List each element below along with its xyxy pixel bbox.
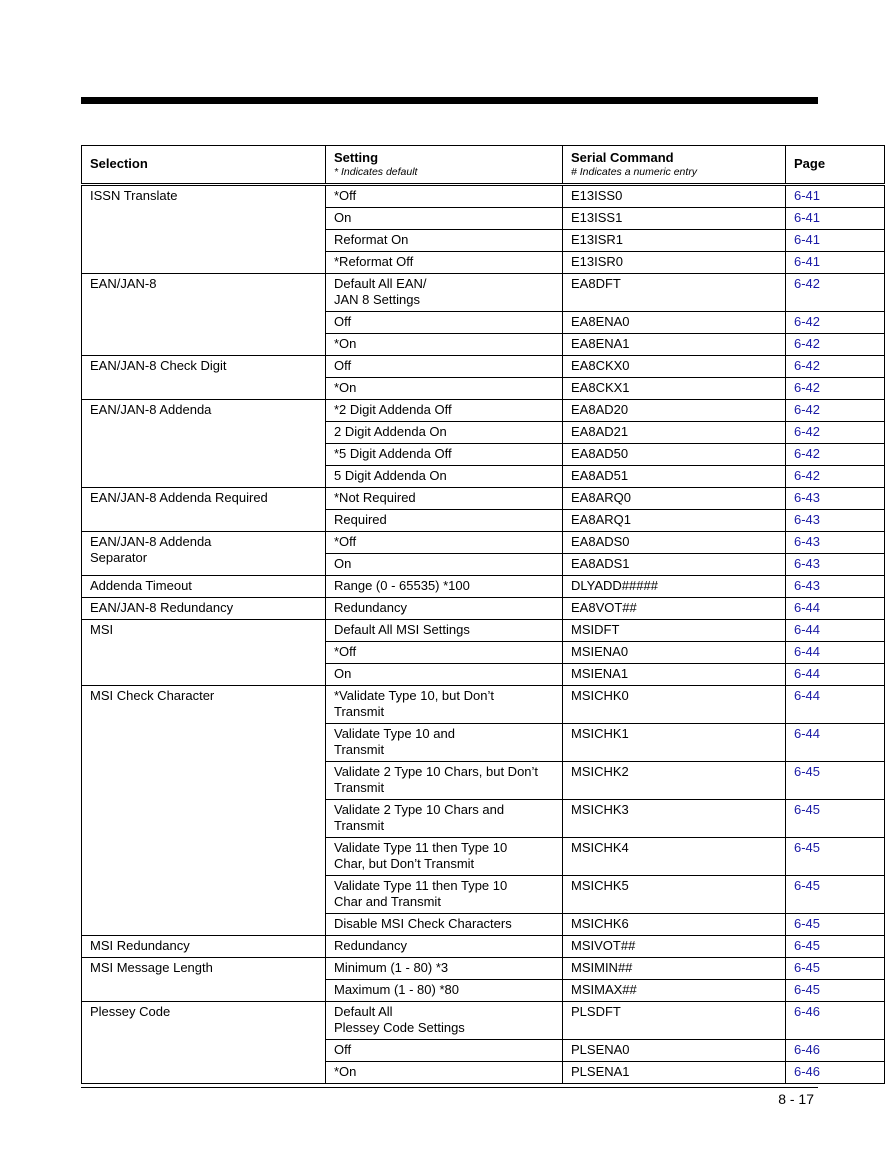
setting-cell: Off bbox=[326, 312, 563, 334]
header-setting bbox=[326, 146, 563, 185]
setting-cell: Validate Type 11 then Type 10 Char, but Don’t Transmit bbox=[326, 838, 563, 876]
page-link[interactable]: 6-44 bbox=[786, 724, 885, 762]
page-link[interactable]: 6-41 bbox=[786, 185, 885, 208]
selection-cell: MSI bbox=[82, 620, 326, 686]
page-link[interactable]: 6-42 bbox=[786, 274, 885, 312]
setting-cell: *Off bbox=[326, 642, 563, 664]
setting-cell: Maximum (1 - 80) *80 bbox=[326, 980, 563, 1002]
serial-command-cell: EA8AD50 bbox=[563, 444, 786, 466]
setting-cell: Off bbox=[326, 356, 563, 378]
table-row bbox=[82, 274, 885, 312]
setting-cell: Minimum (1 - 80) *3 bbox=[326, 958, 563, 980]
table-row bbox=[82, 356, 885, 378]
table-row bbox=[82, 576, 885, 598]
selection-cell: ISSN Translate bbox=[82, 185, 326, 274]
setting-cell: Validate Type 11 then Type 10 Char and Transmit bbox=[326, 876, 563, 914]
serial-command-cell: EA8ADS0 bbox=[563, 532, 786, 554]
selection-cell: EAN/JAN-8 Addenda bbox=[82, 400, 326, 488]
setting-cell: Validate Type 10 and Transmit bbox=[326, 724, 563, 762]
table-row bbox=[82, 488, 885, 510]
table-row bbox=[82, 936, 885, 958]
table-row bbox=[82, 686, 885, 724]
page-link[interactable]: 6-43 bbox=[786, 532, 885, 554]
serial-command-cell: E13ISR0 bbox=[563, 252, 786, 274]
page-link[interactable]: 6-43 bbox=[786, 510, 885, 532]
page-link[interactable]: 6-46 bbox=[786, 1002, 885, 1040]
selection-cell: MSI Check Character bbox=[82, 686, 326, 936]
serial-command-cell: E13ISS0 bbox=[563, 185, 786, 208]
footer-rule bbox=[81, 1087, 818, 1088]
setting-cell: 5 Digit Addenda On bbox=[326, 466, 563, 488]
serial-command-cell: DLYADD##### bbox=[563, 576, 786, 598]
page-link[interactable]: 6-42 bbox=[786, 334, 885, 356]
page-link[interactable]: 6-41 bbox=[786, 230, 885, 252]
page-link[interactable]: 6-42 bbox=[786, 378, 885, 400]
header-setting-note: * Indicates default bbox=[334, 166, 418, 178]
setting-cell: *Validate Type 10, but Don’t Transmit bbox=[326, 686, 563, 724]
page-link[interactable]: 6-44 bbox=[786, 664, 885, 686]
header-serial-label: Serial Command bbox=[571, 150, 674, 165]
serial-command-cell: MSICHK0 bbox=[563, 686, 786, 724]
serial-command-cell: E13ISR1 bbox=[563, 230, 786, 252]
page-link[interactable]: 6-42 bbox=[786, 312, 885, 334]
setting-cell: Redundancy bbox=[326, 598, 563, 620]
setting-cell: Redundancy bbox=[326, 936, 563, 958]
serial-command-cell: MSIMAX## bbox=[563, 980, 786, 1002]
page-link[interactable]: 6-43 bbox=[786, 488, 885, 510]
selection-cell: Plessey Code bbox=[82, 1002, 326, 1084]
selection-cell: Addenda Timeout bbox=[82, 576, 326, 598]
serial-command-cell: EA8CKX0 bbox=[563, 356, 786, 378]
header-setting-label: Setting bbox=[334, 150, 379, 165]
page-link[interactable]: 6-45 bbox=[786, 762, 885, 800]
selection-cell: EAN/JAN-8 Addenda Separator bbox=[82, 532, 326, 576]
setting-cell: On bbox=[326, 208, 563, 230]
table-row bbox=[82, 185, 885, 208]
setting-cell: *Off bbox=[326, 185, 563, 208]
setting-cell: Reformat On bbox=[326, 230, 563, 252]
page-link[interactable]: 6-45 bbox=[786, 936, 885, 958]
page-link[interactable]: 6-42 bbox=[786, 422, 885, 444]
selection-cell: MSI Redundancy bbox=[82, 936, 326, 958]
table-row bbox=[82, 532, 885, 554]
setting-cell: *On bbox=[326, 378, 563, 400]
serial-command-cell: EA8CKX1 bbox=[563, 378, 786, 400]
setting-cell: *Not Required bbox=[326, 488, 563, 510]
page-link[interactable]: 6-44 bbox=[786, 598, 885, 620]
page-link[interactable]: 6-44 bbox=[786, 620, 885, 642]
serial-command-cell: MSICHK2 bbox=[563, 762, 786, 800]
page-link[interactable]: 6-41 bbox=[786, 208, 885, 230]
serial-command-cell: PLSDFT bbox=[563, 1002, 786, 1040]
serial-command-cell: EA8AD21 bbox=[563, 422, 786, 444]
serial-command-cell: MSICHK1 bbox=[563, 724, 786, 762]
command-table bbox=[81, 145, 885, 1084]
header-serial-note: # Indicates a numeric entry bbox=[571, 166, 698, 178]
page-link[interactable]: 6-41 bbox=[786, 252, 885, 274]
header-serial-command bbox=[563, 146, 786, 185]
serial-command-cell: MSIENA1 bbox=[563, 664, 786, 686]
serial-command-cell: MSICHK6 bbox=[563, 914, 786, 936]
header-page: Page bbox=[786, 146, 885, 185]
page-link[interactable]: 6-45 bbox=[786, 980, 885, 1002]
serial-command-cell: PLSENA1 bbox=[563, 1062, 786, 1084]
selection-cell: EAN/JAN-8 Redundancy bbox=[82, 598, 326, 620]
setting-cell: On bbox=[326, 664, 563, 686]
serial-command-cell: MSIVOT## bbox=[563, 936, 786, 958]
table-header-row bbox=[82, 146, 885, 185]
setting-cell: Default All MSI Settings bbox=[326, 620, 563, 642]
serial-command-cell: EA8ENA1 bbox=[563, 334, 786, 356]
serial-command-cell: MSIDFT bbox=[563, 620, 786, 642]
setting-cell: *On bbox=[326, 1062, 563, 1084]
table-row bbox=[82, 400, 885, 422]
page-link[interactable]: 6-44 bbox=[786, 642, 885, 664]
setting-cell: Disable MSI Check Characters bbox=[326, 914, 563, 936]
page-link[interactable]: 6-42 bbox=[786, 444, 885, 466]
table-body bbox=[82, 185, 885, 1084]
page-link[interactable]: 6-45 bbox=[786, 914, 885, 936]
page-link[interactable]: 6-42 bbox=[786, 466, 885, 488]
setting-cell: Range (0 - 65535) *100 bbox=[326, 576, 563, 598]
table-row bbox=[82, 598, 885, 620]
serial-command-cell: EA8ARQ1 bbox=[563, 510, 786, 532]
serial-command-cell: MSIENA0 bbox=[563, 642, 786, 664]
setting-cell: *2 Digit Addenda Off bbox=[326, 400, 563, 422]
page-link[interactable]: 6-45 bbox=[786, 958, 885, 980]
serial-command-cell: EA8ARQ0 bbox=[563, 488, 786, 510]
serial-command-cell: EA8AD51 bbox=[563, 466, 786, 488]
header-rule bbox=[81, 97, 818, 104]
setting-cell: *Off bbox=[326, 532, 563, 554]
serial-command-cell: EA8AD20 bbox=[563, 400, 786, 422]
table-row bbox=[82, 1002, 885, 1040]
serial-command-cell: EA8ENA0 bbox=[563, 312, 786, 334]
setting-cell: Validate 2 Type 10 Chars, but Don’t Transmit bbox=[326, 762, 563, 800]
serial-command-cell: EA8VOT## bbox=[563, 598, 786, 620]
page-link[interactable]: 6-45 bbox=[786, 876, 885, 914]
serial-command-cell: MSICHK4 bbox=[563, 838, 786, 876]
setting-cell: Required bbox=[326, 510, 563, 532]
serial-command-cell: EA8ADS1 bbox=[563, 554, 786, 576]
setting-cell: Default All Plessey Code Settings bbox=[326, 1002, 563, 1040]
selection-cell: EAN/JAN-8 Addenda Required bbox=[82, 488, 326, 532]
serial-command-cell: E13ISS1 bbox=[563, 208, 786, 230]
page-link[interactable]: 6-44 bbox=[786, 686, 885, 724]
page-link[interactable]: 6-43 bbox=[786, 554, 885, 576]
setting-cell: *On bbox=[326, 334, 563, 356]
page-link[interactable]: 6-45 bbox=[786, 838, 885, 876]
setting-cell: 2 Digit Addenda On bbox=[326, 422, 563, 444]
serial-command-cell: EA8DFT bbox=[563, 274, 786, 312]
serial-command-cell: MSICHK5 bbox=[563, 876, 786, 914]
setting-cell: On bbox=[326, 554, 563, 576]
serial-command-cell: MSICHK3 bbox=[563, 800, 786, 838]
page-number: 8 - 17 bbox=[778, 1091, 814, 1107]
page-link[interactable]: 6-42 bbox=[786, 400, 885, 422]
setting-cell: *5 Digit Addenda Off bbox=[326, 444, 563, 466]
page-link[interactable]: 6-45 bbox=[786, 800, 885, 838]
serial-command-cell: MSIMIN## bbox=[563, 958, 786, 980]
selection-cell: EAN/JAN-8 bbox=[82, 274, 326, 356]
serial-command-cell: PLSENA0 bbox=[563, 1040, 786, 1062]
page-link[interactable]: 6-42 bbox=[786, 356, 885, 378]
setting-cell: Default All EAN/ JAN 8 Settings bbox=[326, 274, 563, 312]
page-link[interactable]: 6-43 bbox=[786, 576, 885, 598]
setting-cell: *Reformat Off bbox=[326, 252, 563, 274]
header-selection: Selection bbox=[82, 146, 326, 185]
page-link[interactable]: 6-46 bbox=[786, 1040, 885, 1062]
page-link[interactable]: 6-46 bbox=[786, 1062, 885, 1084]
table-row bbox=[82, 620, 885, 642]
selection-cell: EAN/JAN-8 Check Digit bbox=[82, 356, 326, 400]
table-row bbox=[82, 958, 885, 980]
selection-cell: MSI Message Length bbox=[82, 958, 326, 1002]
setting-cell: Validate 2 Type 10 Chars and Transmit bbox=[326, 800, 563, 838]
setting-cell: Off bbox=[326, 1040, 563, 1062]
